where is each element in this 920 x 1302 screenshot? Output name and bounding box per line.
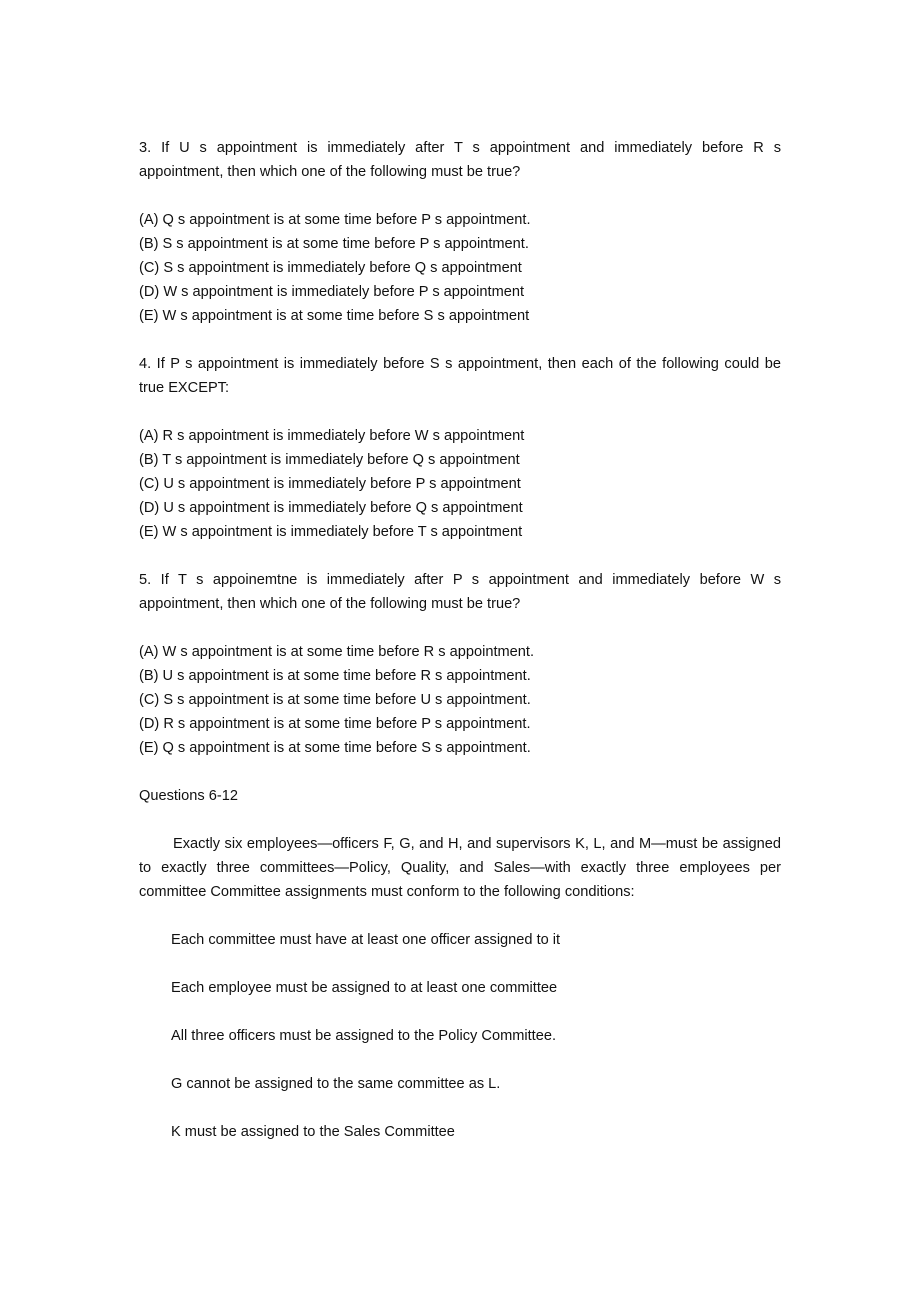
question-3-option-b: (B) S s appointment is at some time before P s appointment. — [139, 236, 529, 252]
condition-item: Each committee must have at least one officer assigned to it — [171, 932, 561, 948]
question-5-option-c: (C) S s appointment is at some time before U s appointment. — [139, 692, 531, 708]
question-4-option-d: (D) U s appointment is immediately before Q s appointment — [139, 500, 523, 516]
question-3-option-a: (A) Q s appointment is at some time before P s appointment. — [139, 212, 531, 228]
question-3-stem: 3. If U s appointment is immediately after T s appointment and immediately before R s appointment, then which one of the following must be true? — [139, 140, 781, 180]
condition-item: Each employee must be assigned to at least one committee — [171, 980, 558, 996]
question-4-option-e: (E) W s appointment is immediately before T s appointment — [139, 524, 523, 540]
question-3-option-c: (C) S s appointment is immediately before Q s appointment — [139, 260, 522, 276]
question-4-option-c: (C) U s appointment is immediately before P s appointment — [139, 476, 521, 492]
section-heading: Questions 6-12 — [139, 788, 238, 804]
section-intro: Exactly six employees—officers F, G, and H, and supervisors K, L, and M—must be assigned to exactly three committees—Policy, Quality, and Sales—with exactly three employees per committee Committee assignments must conform to the following conditions: — [139, 836, 781, 900]
document-page — [139, 136, 781, 1144]
condition-item: All three officers must be assigned to the Policy Committee. — [171, 1028, 557, 1044]
question-5-option-e: (E) Q s appointment is at some time before S s appointment. — [139, 740, 531, 756]
question-3-option-d: (D) W s appointment is immediately before P s appointment — [139, 284, 525, 300]
condition-item: K must be assigned to the Sales Committee — [171, 1124, 455, 1140]
question-5-option-d: (D) R s appointment is at some time before P s appointment. — [139, 716, 531, 732]
question-5-option-a: (A) W s appointment is at some time before R s appointment. — [139, 644, 535, 660]
question-5-option-b: (B) U s appointment is at some time before R s appointment. — [139, 668, 531, 684]
question-4-option-b: (B) T s appointment is immediately before Q s appointment — [139, 452, 520, 468]
question-4-option-a: (A) R s appointment is immediately before W s appointment — [139, 428, 525, 444]
question-4-stem: 4. If P s appointment is immediately before S s appointment, then each of the following could be true EXCEPT: — [139, 356, 781, 396]
question-5-stem: 5. If T s appoinemtne is immediately after P s appointment and immediately before W s appointment, then which one of the following must be true? — [139, 572, 781, 612]
condition-item: G cannot be assigned to the same committee as L. — [171, 1076, 501, 1092]
question-3-option-e: (E) W s appointment is at some time before S s appointment — [139, 308, 530, 324]
